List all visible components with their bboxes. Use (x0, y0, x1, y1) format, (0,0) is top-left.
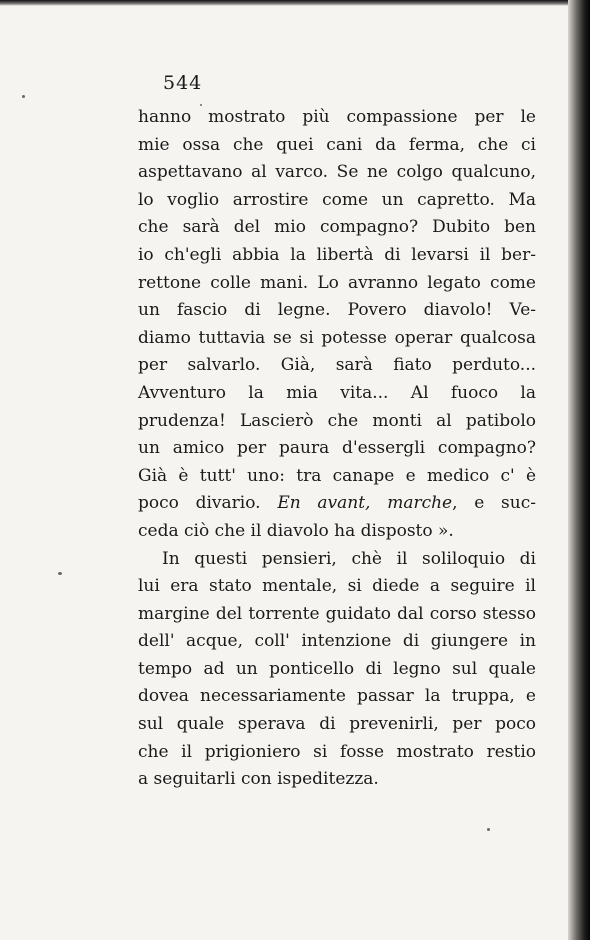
book-binding-edge (568, 0, 590, 940)
text-line: per salvarlo. Già, sarà fiato perduto... (138, 355, 536, 376)
text-line: dovea necessariamente passar la truppa, e (138, 686, 536, 707)
text-line (138, 490, 536, 518)
text-run: poco divario. (138, 493, 278, 514)
text-line: aspettavano al varco. Se ne colgo qualcuno, (138, 162, 536, 183)
text-line: hanno mostrato più compassione per le (138, 107, 536, 127)
text-line: rettone colle mani. Lo avranno legato come (138, 272, 536, 293)
text-line: Già è tutt' uno: tra canape e medico c' è (138, 465, 536, 486)
text-line: mie ossa che quei cani da ferma, che ci (138, 134, 536, 155)
text-line: diamo tuttavia se si potesse operar qualcosa (138, 327, 536, 348)
page-number: 544 (163, 72, 203, 94)
text-run: , e suc- (452, 493, 536, 514)
paper-speck (22, 95, 25, 98)
paper-speck (200, 104, 202, 106)
text-line: Avventuro la mia vita... Al fuoco la (138, 382, 536, 403)
text-line: ceda ciò che il diavolo ha disposto ». (138, 520, 454, 541)
text-line: che il prigioniero si fosse mostrato restio (138, 741, 536, 762)
text-line: un fascio di legne. Povero diavolo! Ve- (138, 300, 536, 321)
text-line: un amico per paura d'essergli compagno? (138, 438, 536, 459)
text-line: lo voglio arrostire come un capretto. Ma (138, 189, 536, 210)
text-line: lui era stato mentale, si diede a seguire il (138, 576, 536, 597)
text-line: prudenza! Lascierò che monti al patibolo (138, 410, 536, 431)
text-line: dell' acque, coll' intenzione di giungere in (138, 631, 536, 652)
page-top-edge (0, 0, 590, 6)
text-line: tempo ad un ponticello di legno sul quale (138, 658, 536, 679)
text-line: a seguitarli con ispeditezza. (138, 769, 379, 790)
text-line: che sarà del mio compagno? Dubito ben (138, 217, 536, 238)
paper-speck (58, 572, 62, 575)
paper-speck (487, 828, 490, 831)
text-line: io ch'egli abbia la libertà di levarsi il ber- (138, 244, 536, 265)
text-line: margine del torrente guidato dal corso stesso (138, 603, 536, 624)
text-line: In questi pensieri, chè il soliloquio di (162, 548, 536, 569)
body-text (138, 104, 536, 794)
italic-phrase: En avant, marche (277, 493, 453, 514)
text-line: sul quale sperava di prevenirli, per poco (138, 714, 536, 735)
